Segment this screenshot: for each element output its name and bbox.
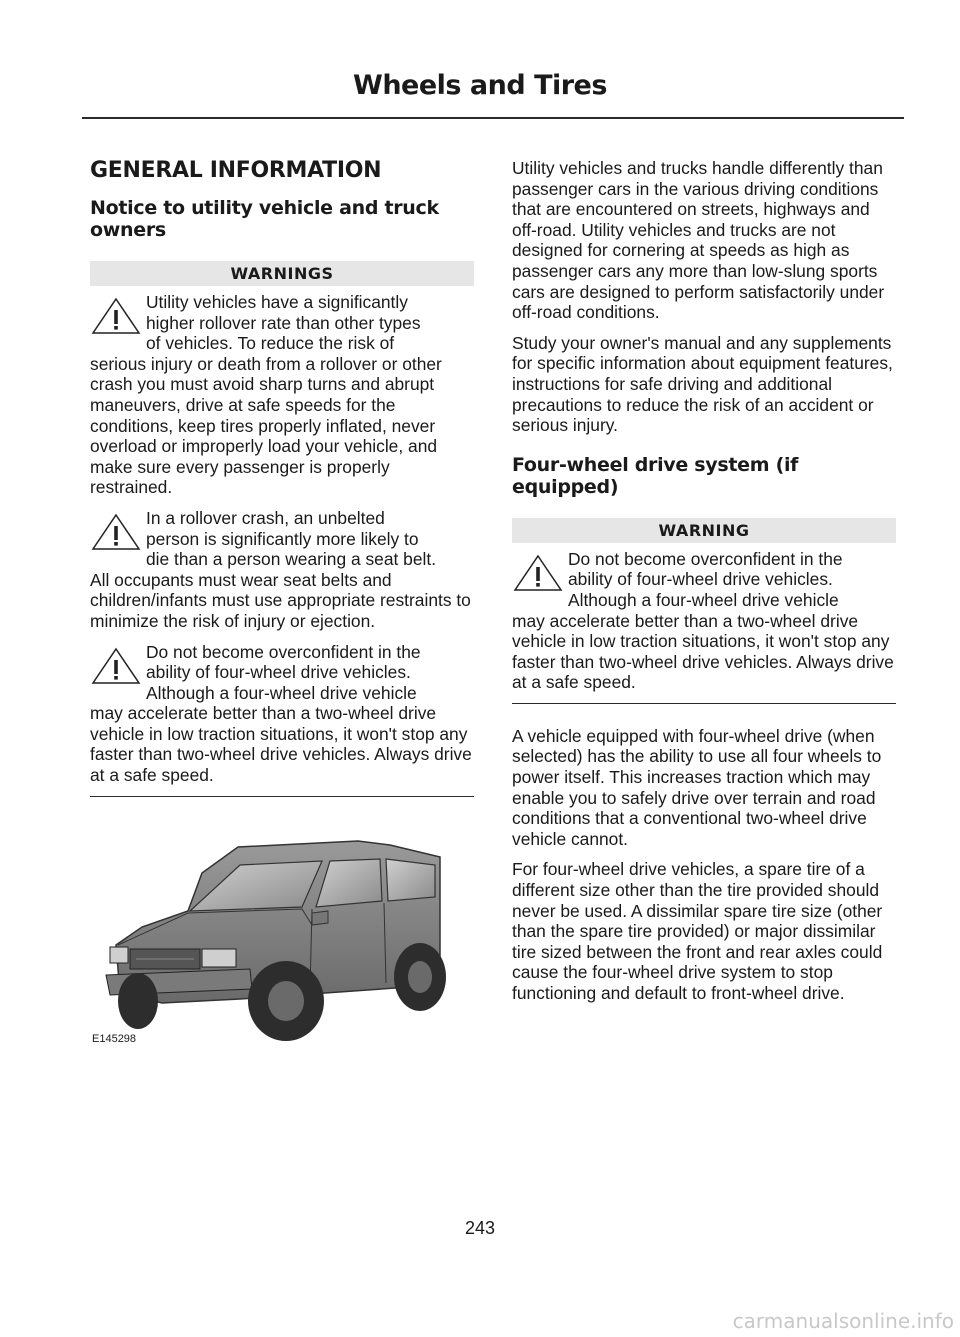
warning-triangle-icon (512, 553, 564, 593)
section-title: GENERAL INFORMATION (90, 158, 382, 183)
warning-1-line-3: of vehicles. To reduce the risk of (146, 333, 395, 354)
warning-block-4wd (512, 549, 896, 693)
warning-block-3 (90, 642, 474, 786)
warning-triangle-icon (90, 646, 142, 686)
subsection-title-4wd: Four-wheel drive system (if equipped) (512, 453, 799, 498)
warning-3-text: may accelerate better than a two-wheel drive vehicle in low traction situations, it won't stop any faster than two-wheel drive vehicles. Always drive at a safe speed. (90, 703, 472, 786)
watermark-text: carmanualsonline.info (732, 1309, 954, 1333)
warning-2-text: All occupants must wear seat belts and children/infants must use appropriate restraints to minimize the risk of injury or ejection. (90, 569, 471, 631)
header-divider (82, 117, 904, 119)
warning-3-line-2: ability of four-wheel drive vehicles. (146, 662, 411, 683)
warnings-end-rule (90, 796, 474, 797)
warning-triangle-icon (90, 296, 142, 336)
warnings-header: WARNINGS (90, 261, 474, 286)
warning-header: WARNING (512, 518, 896, 543)
suv-vehicle-image (90, 817, 474, 1059)
warning-4wd-line-2: ability of four-wheel drive vehicles. (568, 569, 833, 590)
subsection-title: Notice to utility vehicle and truck owners (90, 197, 439, 241)
suv-illustration (90, 817, 474, 1059)
warning-2-line-3: die than a person wearing a seat belt. (146, 549, 437, 570)
page-number: 243 (464, 1218, 496, 1238)
warning-1-text: serious injury or death from a rollover or other crash you must avoid sharp turns and abrupt maneuvers, drive at safe speeds for the conditions, keep tires properly inflated, never overload or improperly load your vehicle, and make sure every passenger is properly restrained. (90, 353, 442, 498)
warning-2-line-2: person is significantly more likely to (146, 528, 419, 549)
warning-end-rule (512, 703, 896, 704)
warning-3-line-1: Do not become overconfident in the (146, 641, 421, 662)
paragraph-study-manual: Study your owner's manual and any supplements for specific information about equipment features, instructions for safe driving and additional precautions to reduce the risk of an accident or serious injury. (512, 332, 893, 436)
warning-block-1 (90, 292, 474, 498)
right-column (512, 158, 896, 1014)
paragraph-spare-tire: For four-wheel drive vehicles, a spare tire of a different size other than the tire provided should never be used. A dissimilar spare tire size (other than the spare tire provided) or major dissimilar tire sized between the front and rear axles could cause the four-wheel drive system to stop functioning and default to front-wheel drive. (512, 859, 883, 1003)
warning-triangle-icon (90, 512, 142, 552)
warning-1-line-2: higher rollover rate than other types (146, 312, 421, 333)
page-header-title: Wheels and Tires (353, 70, 607, 101)
warning-1-line-1: Utility vehicles have a significantly (146, 292, 408, 312)
warning-4wd-text: may accelerate better than a two-wheel drive vehicle in low traction situations, it won't stop any faster than two-wheel drive vehicles. Always drive at a safe speed. (512, 610, 894, 693)
left-column (90, 158, 474, 1059)
warning-block-2 (90, 508, 474, 632)
paragraph-4wd-traction: A vehicle equipped with four-wheel drive (when selected) has the ability to use all four wheels to power itself. This increases traction which may enable you to safely drive over terrain and road conditions that a conventional two-wheel drive vehicle cannot. (512, 725, 882, 849)
figure-label: E145298 (92, 1032, 137, 1045)
warning-4wd-line-1: Do not become overconfident in the (568, 548, 843, 569)
warning-4wd-line-3: Although a four-wheel drive vehicle (568, 589, 839, 610)
warning-2-line-1: In a rollover crash, an unbelted (146, 507, 385, 528)
warning-3-line-3: Although a four-wheel drive vehicle (146, 682, 417, 703)
paragraph-handling: Utility vehicles and trucks handle differently than passenger cars in the various driving conditions that are encountered on streets, highways and off-road. Utility vehicles and trucks are not designed for cornering at speeds as high as passenger cars any more than low-slung sports cars are designed to perform satisfactorily under off-road conditions. (512, 158, 885, 323)
